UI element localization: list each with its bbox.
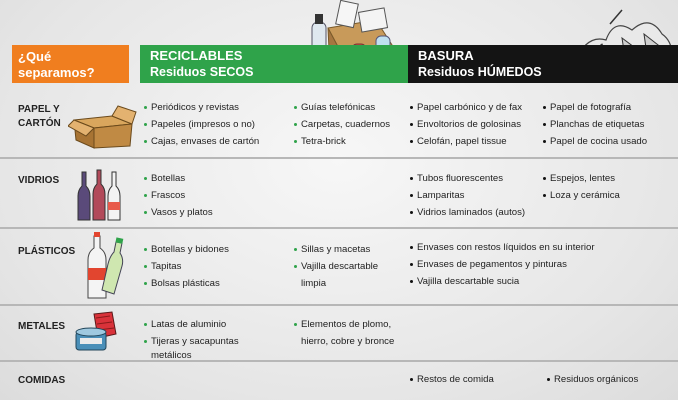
recyclables-title: RECICLABLES bbox=[150, 48, 243, 63]
list-item: Envases con restos líquidos en su interior bbox=[410, 239, 595, 256]
row-label-plastics bbox=[18, 245, 75, 259]
question-line-1: ¿Qué bbox=[18, 49, 52, 64]
list-item: Botellas y bidones bbox=[144, 241, 229, 258]
list-item: Vasos y platos bbox=[144, 204, 213, 221]
waste-column bbox=[547, 371, 638, 388]
recyclables-column bbox=[144, 316, 239, 362]
waste-subtitle: Residuos HÚMEDOS bbox=[418, 65, 542, 79]
list-item: Vidrios laminados (autos) bbox=[410, 204, 525, 221]
list-item: Elementos de plomo, bbox=[294, 316, 394, 333]
waste-title: BASURA bbox=[418, 48, 474, 63]
list-item: Periódicos y revistas bbox=[144, 99, 259, 116]
list-item: Latas de aluminio bbox=[144, 316, 239, 333]
recyclables-column bbox=[294, 316, 394, 350]
list-item: Sillas y macetas bbox=[294, 241, 378, 258]
list-item: Loza y cerámica bbox=[543, 187, 620, 204]
waste-column bbox=[410, 371, 494, 388]
list-item-continuation: limpia bbox=[301, 278, 327, 289]
list-item: Planchas de etiquetas bbox=[543, 116, 647, 133]
waste-header bbox=[408, 45, 678, 83]
list-item-continuation: metálicos bbox=[151, 350, 192, 361]
recyclables-column bbox=[294, 241, 378, 292]
row-label-line: METALES bbox=[18, 321, 66, 332]
row-label-line: PAPEL Y bbox=[18, 104, 60, 115]
list-item: Vajilla descartable bbox=[294, 258, 378, 275]
list-item: Tetra-brick bbox=[294, 133, 390, 150]
waste-column bbox=[410, 99, 522, 150]
list-item: Envoltorios de golosinas bbox=[410, 116, 522, 133]
recyclables-header bbox=[140, 45, 408, 83]
recyclables-column bbox=[144, 170, 213, 221]
row-divider bbox=[0, 227, 678, 229]
row-label-line: COMIDAS bbox=[18, 375, 66, 386]
list-item-continuation: hierro, cobre y bronce bbox=[301, 336, 395, 347]
recyclables-column bbox=[144, 99, 259, 150]
list-item: Tijeras y sacapuntas bbox=[144, 333, 239, 350]
list-item: Lamparitas bbox=[410, 187, 525, 204]
recyclables-column bbox=[294, 99, 390, 150]
row-label-paper bbox=[18, 103, 61, 131]
cardboard-box-icon bbox=[68, 104, 138, 150]
list-item: Papel de cocina usado bbox=[543, 133, 647, 150]
list-item: Botellas bbox=[144, 170, 213, 187]
list-item: Envases de pegamentos y pinturas bbox=[410, 256, 595, 273]
row-label-line: CARTÓN bbox=[18, 118, 61, 129]
list-item: Celofán, papel tissue bbox=[410, 133, 522, 150]
row-divider bbox=[0, 304, 678, 306]
list-item: Residuos orgánicos bbox=[547, 371, 638, 388]
question-header bbox=[12, 45, 129, 83]
row-divider bbox=[0, 157, 678, 159]
row-label-line: VIDRIOS bbox=[18, 175, 60, 186]
question-line-2: separamos? bbox=[18, 65, 95, 80]
row-label-food bbox=[18, 374, 65, 388]
list-item: Guías telefónicas bbox=[294, 99, 390, 116]
plastic-bottles-icon bbox=[80, 232, 130, 302]
list-item: Tubos fluorescentes bbox=[410, 170, 525, 187]
recyclables-subtitle: Residuos SECOS bbox=[150, 65, 254, 79]
list-item: Papeles (impresos o no) bbox=[144, 116, 259, 133]
list-item: Espejos, lentes bbox=[543, 170, 620, 187]
list-item: Frascos bbox=[144, 187, 213, 204]
metal-cans-icon bbox=[72, 310, 134, 356]
waste-column bbox=[543, 170, 620, 204]
list-item: Bolsas plásticas bbox=[144, 275, 229, 292]
list-item: Restos de comida bbox=[410, 371, 494, 388]
row-divider bbox=[0, 360, 678, 362]
list-item: Carpetas, cuadernos bbox=[294, 116, 390, 133]
waste-column bbox=[410, 170, 525, 221]
waste-column bbox=[543, 99, 647, 150]
list-item: Vajilla descartable sucia bbox=[410, 273, 595, 290]
row-label-metals bbox=[18, 320, 65, 334]
list-item: Papel de fotografía bbox=[543, 99, 647, 116]
recyclables-column bbox=[144, 241, 229, 292]
row-label-glass bbox=[18, 174, 59, 188]
list-item: Papel carbónico y de fax bbox=[410, 99, 522, 116]
row-label-line: PLÁSTICOS bbox=[18, 246, 76, 257]
waste-column bbox=[410, 239, 595, 290]
glass-bottles-icon bbox=[74, 166, 124, 222]
list-item: Tapitas bbox=[144, 258, 229, 275]
list-item: Cajas, envases de cartón bbox=[144, 133, 259, 150]
